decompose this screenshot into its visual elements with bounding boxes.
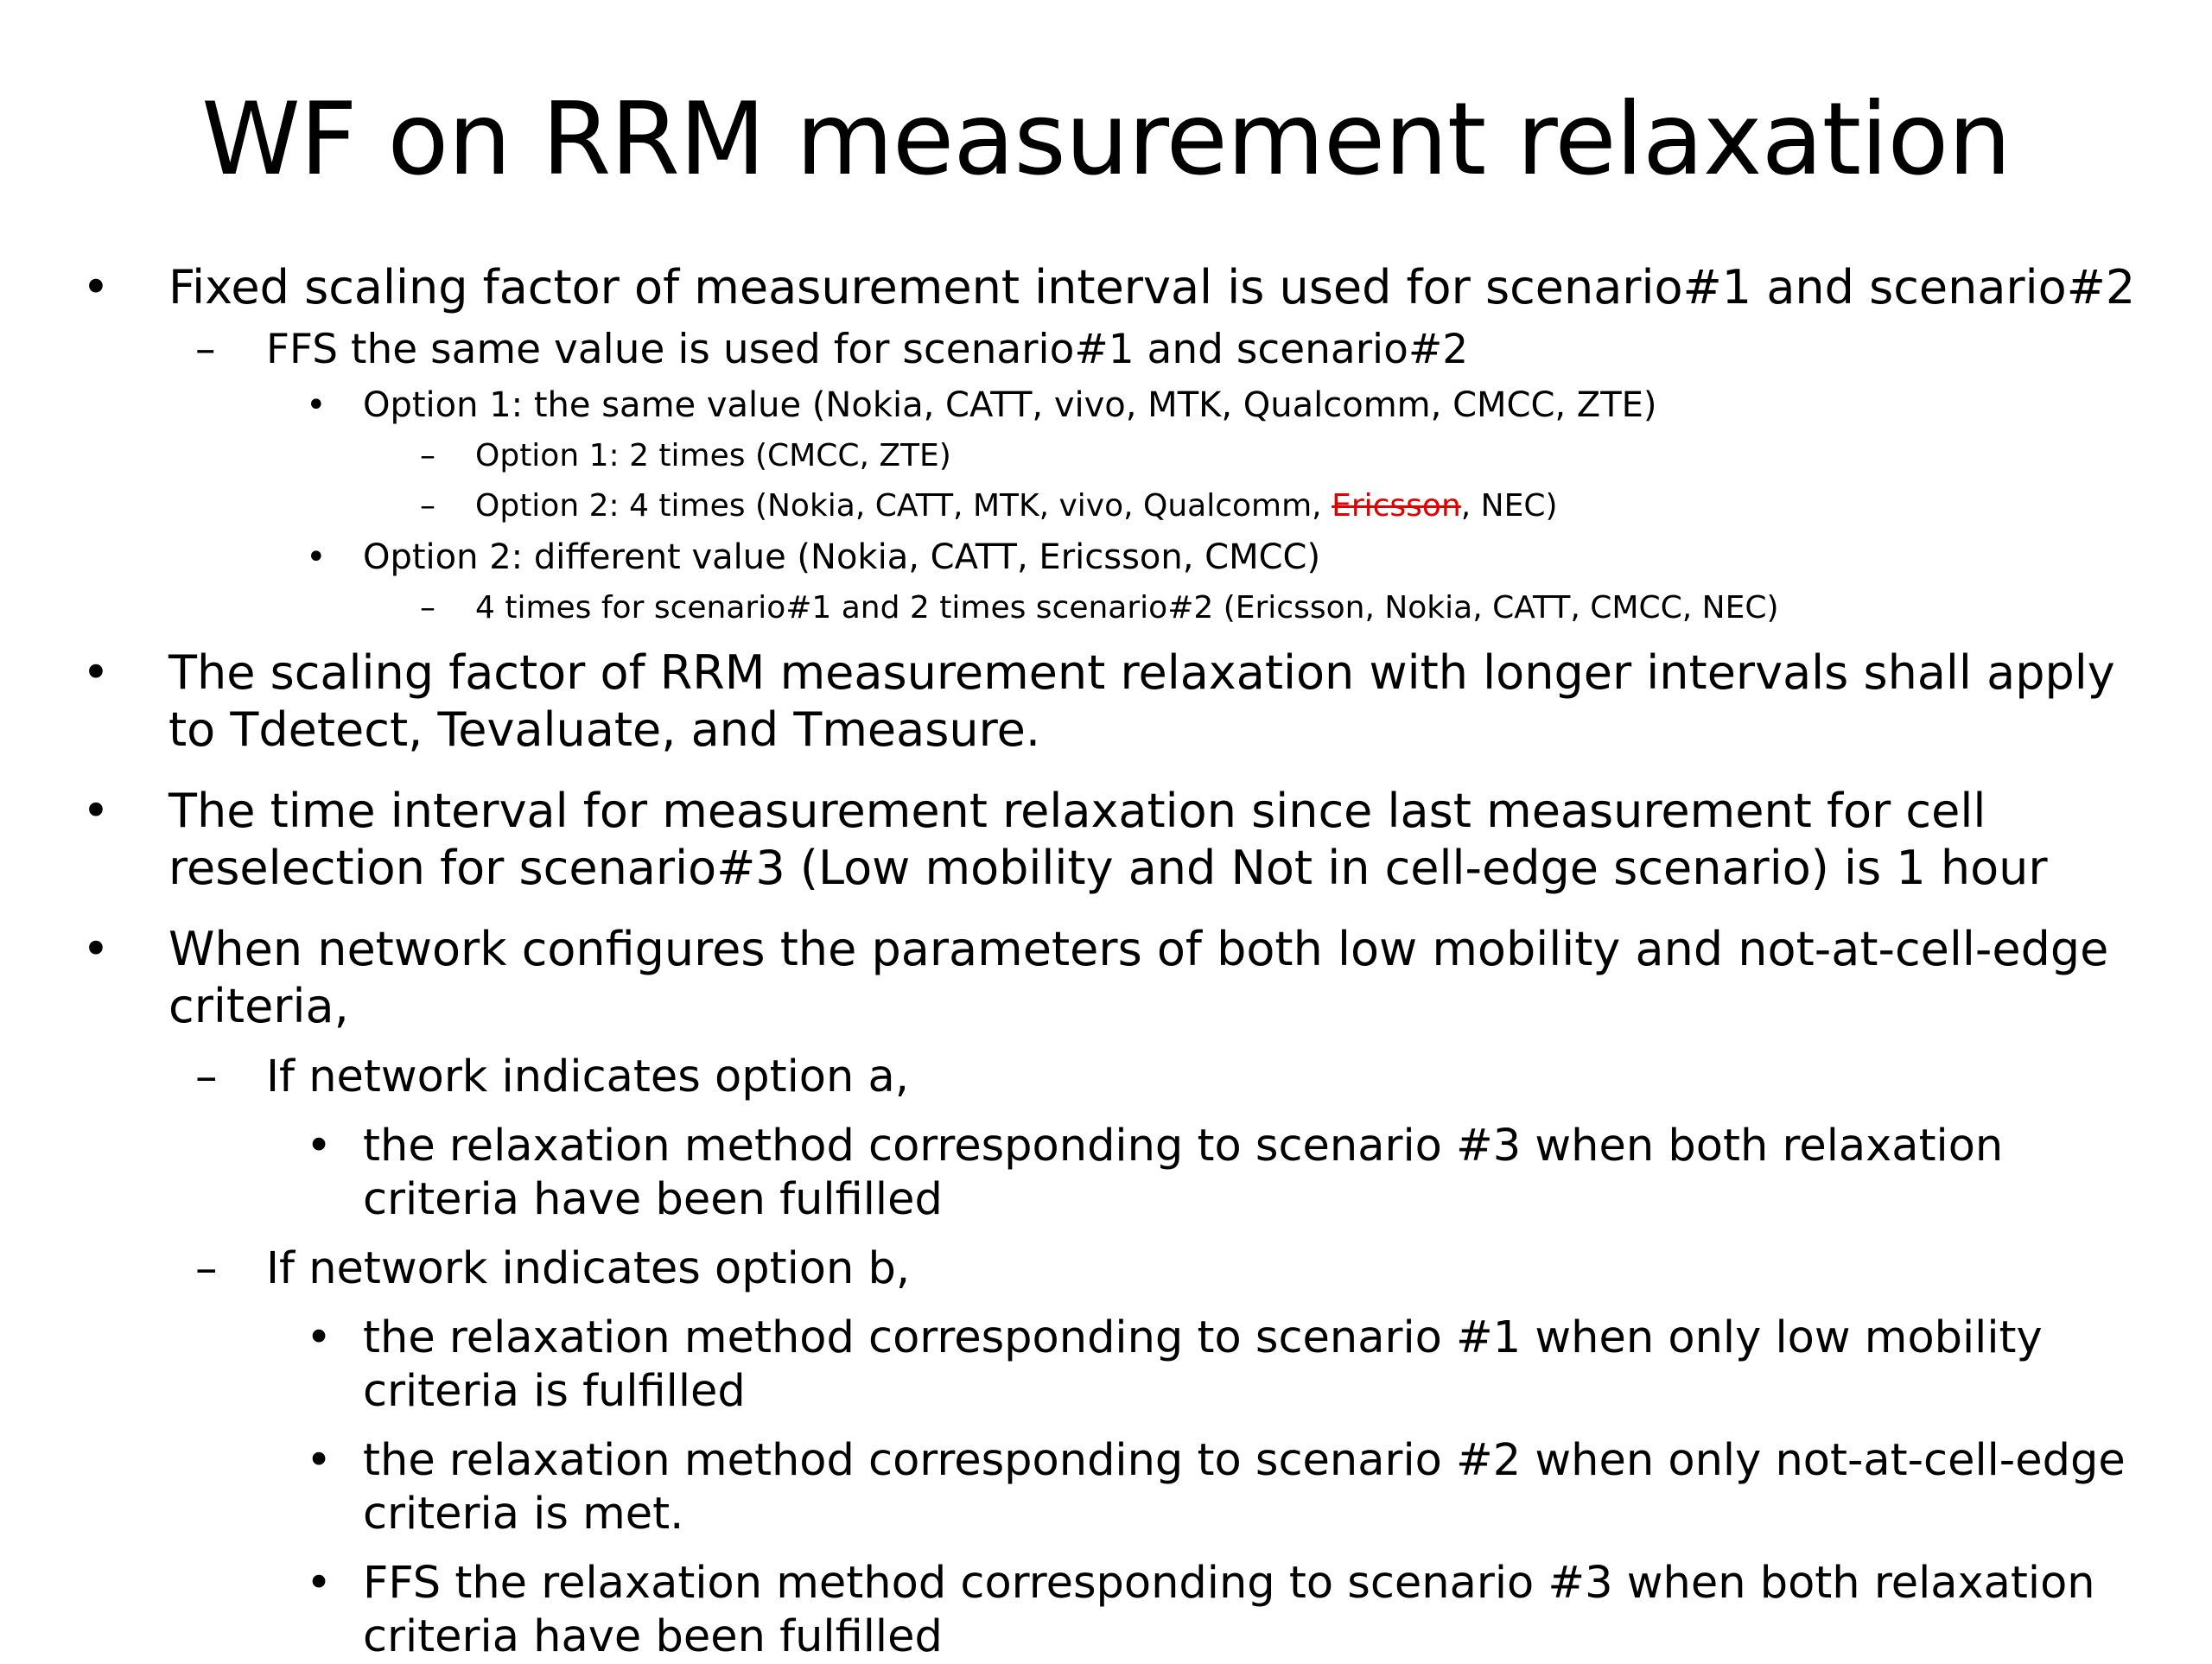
bullet-text: the relaxation method corresponding to scenario #2 when only not-at-cell-edge criteria is met. [363,1435,2126,1540]
dash-marker: – [195,1051,218,1102]
bullet-time-interval [82,783,2160,897]
bullet-text: 4 times for scenario#1 and 2 times scenario#2 (Ericsson, Nokia, CATT, CMCC, NEC) [475,590,1779,626]
bullet-text: Option 1: the same value (Nokia, CATT, vivo, MTK, Qualcomm, CMCC, ZTE) [363,385,1657,425]
sub-bullet-option-1-same-value [306,384,2169,427]
bullet-marker: • [306,385,327,425]
slide-body [0,259,2212,1664]
sub-bullet-option-2-4-times [420,486,2169,527]
bullet-text: Fixed scaling factor of measurement interval is used for scenario#1 and scenario#2 [168,260,2136,314]
sub-bullet-4-times-2-times [420,587,2169,629]
bullet-marker: • [306,1558,333,1609]
dash-marker: – [420,438,435,473]
struck-through-text: Ericsson [1332,488,1461,524]
bullet-marker: • [82,784,110,838]
bullet-text-part: , NEC) [1460,488,1558,524]
bullet-text: the relaxation method corresponding to scenario #1 when only low mobility criteria is fulfilled [363,1312,2043,1417]
sub-bullet-option-b-scenario-1 [306,1312,2169,1419]
bullet-text: If network indicates option a, [266,1051,909,1102]
dash-marker: – [420,488,435,524]
bullet-text: FFS the relaxation method corresponding to scenario #3 when both relaxation criteria have been fulfilled [363,1558,2095,1662]
bullet-marker: • [306,1435,333,1486]
bullet-text-part: Option 2: 4 times (Nokia, CATT, MTK, vivo, Qualcomm, [475,488,1332,524]
bullet-text: Option 1: 2 times (CMCC, ZTE) [475,438,951,473]
bullet-text: The scaling factor of RRM measurement relaxation with longer intervals shall apply to Tdetect, Tevaluate, and Tmeasure. [168,645,2115,757]
dash-marker: – [195,1243,218,1294]
bullet-text: When network configures the parameters of both low mobility and not-at-cell-edge criteria, [168,922,2109,1033]
bullet-text: If network indicates option b, [266,1243,911,1294]
sub-bullet-option-b-scenario-2 [306,1434,2169,1541]
dash-marker: – [420,590,435,626]
bullet-text: Option 2: different value (Nokia, CATT, Ericsson, CMCC) [363,537,1321,577]
sub-bullet-option-2-different-value [306,536,2169,579]
bullet-marker: • [306,537,327,577]
bullet-network-configures [82,921,2160,1035]
sub-bullet-option-a-scenario-3 [306,1120,2169,1227]
bullet-scaling-factor-apply [82,645,2160,759]
bullet-marker: • [82,645,110,700]
sub-bullet-option-b-ffs-scenario-3 [306,1557,2169,1664]
bullet-text: The time interval for measurement relaxation since last measurement for cell reselection for scenario#3 (Low mobility and Not in cell-edge scenario) is 1 hour [168,784,2048,895]
bullet-marker: • [82,922,110,976]
bullet-fixed-scaling-factor [82,259,2160,316]
sub-bullet-ffs-same-value [195,325,2167,375]
bullet-marker: • [306,1121,333,1172]
bullet-marker: • [306,1312,333,1363]
dash-marker: – [195,326,216,373]
slide-title: WF on RRM measurement relaxation [201,81,2011,198]
sub-bullet-option-a [195,1051,2167,1104]
bullet-text: FFS the same value is used for scenario#1 and scenario#2 [266,326,1469,373]
sub-bullet-option-1-2-times [420,435,2169,477]
bullet-marker: • [82,260,110,314]
sub-bullet-option-b [195,1242,2167,1296]
bullet-text: the relaxation method corresponding to scenario #3 when both relaxation criteria have been fulfilled [363,1121,2004,1225]
